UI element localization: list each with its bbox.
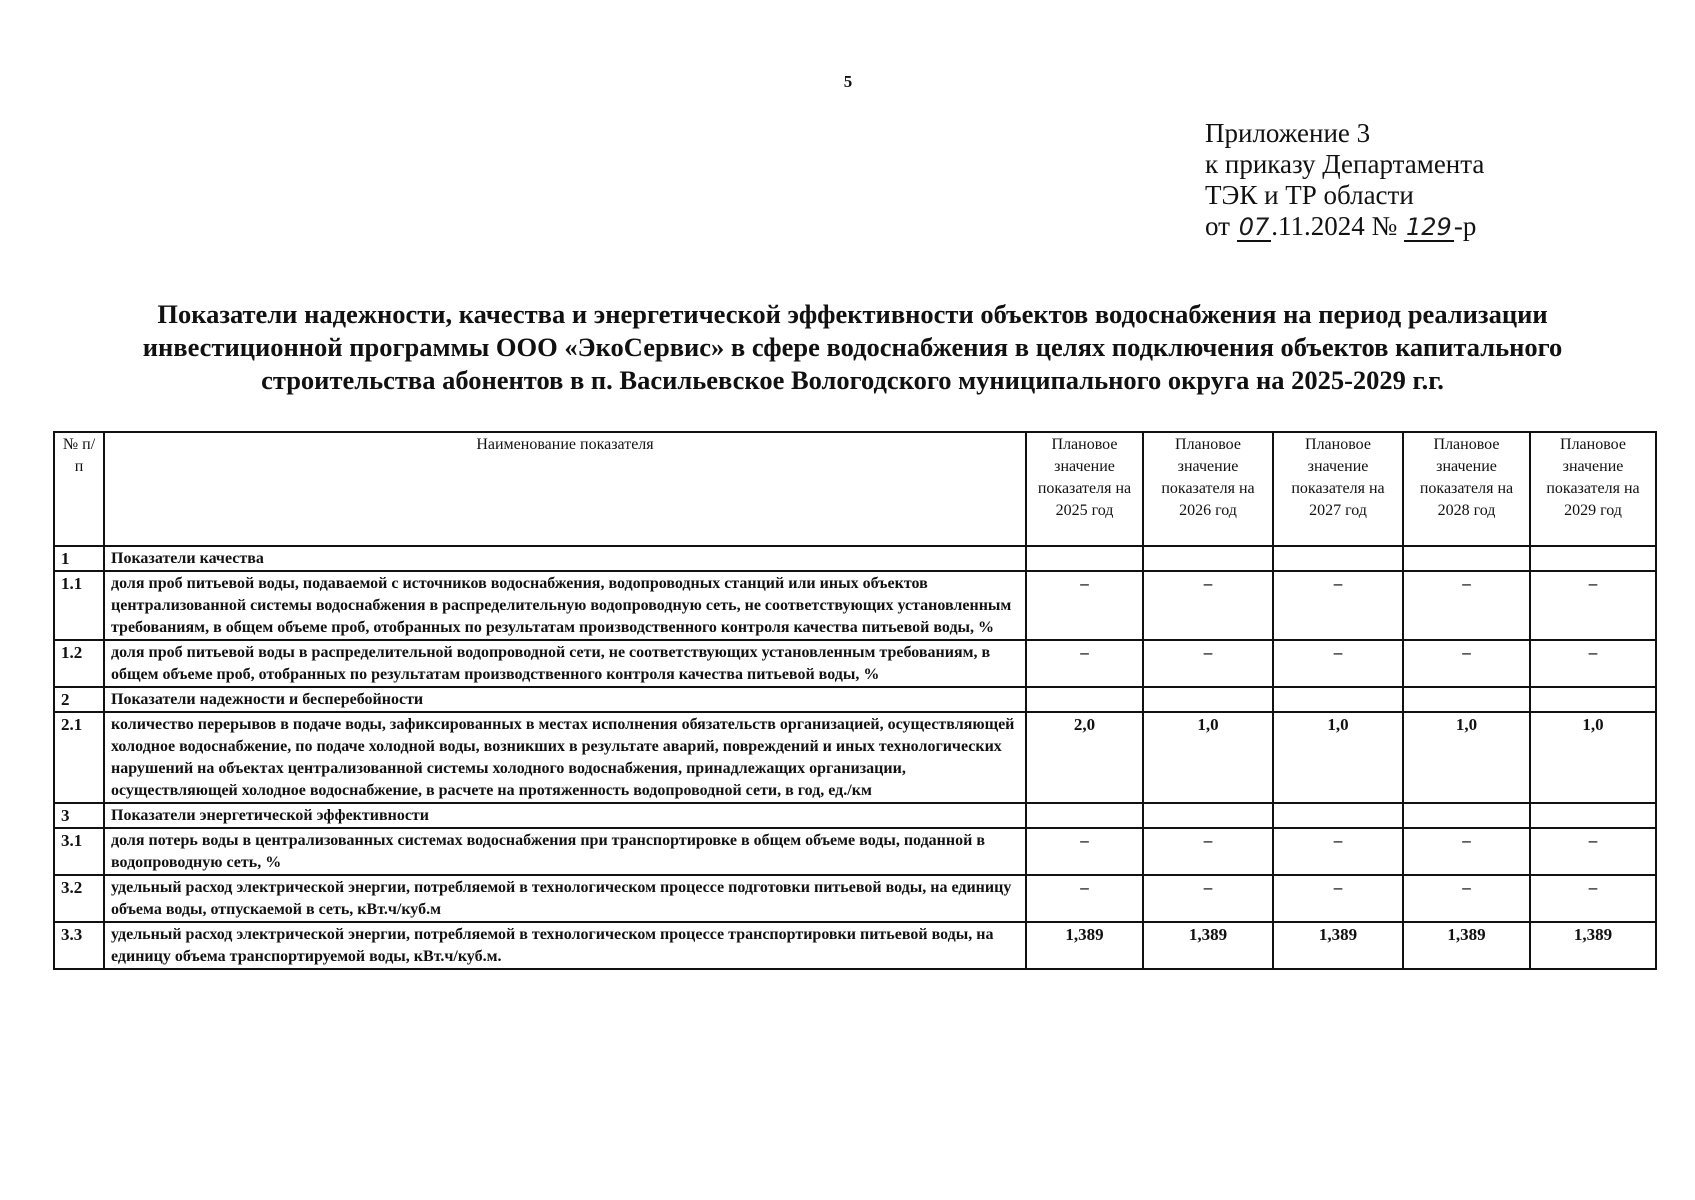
row-value: – bbox=[1403, 875, 1530, 922]
row-value: 1,0 bbox=[1403, 712, 1530, 803]
table-row bbox=[54, 640, 1656, 687]
row-value: – bbox=[1026, 640, 1143, 687]
row-value: – bbox=[1403, 828, 1530, 875]
row-value bbox=[1143, 803, 1273, 828]
handwritten-day: 07 bbox=[1238, 213, 1270, 241]
appendix-date-line bbox=[1205, 211, 1484, 242]
row-value: – bbox=[1273, 640, 1403, 687]
row-value: 1,389 bbox=[1026, 922, 1143, 969]
row-value: – bbox=[1403, 571, 1530, 640]
row-value: – bbox=[1143, 571, 1273, 640]
row-name: Показатели качества bbox=[104, 546, 1026, 571]
header-name: Наименование показателя bbox=[104, 432, 1026, 546]
row-name: доля проб питьевой воды, подаваемой с источников водоснабжения, водопроводных станций или иных объектов централизованной системы водоснабжения в распределительную водопроводную сеть, не соответствующих установленным требованиям, в общем объеме проб, отобранных по результатам производственного контроля качества питьевой воды, % bbox=[104, 571, 1026, 640]
row-value: 1,389 bbox=[1143, 922, 1273, 969]
row-name: доля проб питьевой воды в распределительной водопроводной сети, не соответствующих установленным требованиям, в общем объеме проб, отобранных по результатам производственного контроля качества питьевой воды, % bbox=[104, 640, 1026, 687]
row-value: – bbox=[1273, 571, 1403, 640]
row-num: 3 bbox=[54, 803, 104, 828]
row-num: 2.1 bbox=[54, 712, 104, 803]
header-plan-2026: Плановое значение показателя на 2026 год bbox=[1143, 432, 1273, 546]
row-num: 3.3 bbox=[54, 922, 104, 969]
row-value: – bbox=[1026, 571, 1143, 640]
row-name: Показатели надежности и бесперебойности bbox=[104, 687, 1026, 712]
row-value bbox=[1143, 546, 1273, 571]
row-value: – bbox=[1273, 828, 1403, 875]
row-num: 1.2 bbox=[54, 640, 104, 687]
row-name: доля потерь воды в централизованных системах водоснабжения при транспортировке в общем объеме воды, поданной в водопроводную сеть, % bbox=[104, 828, 1026, 875]
table-row bbox=[54, 687, 1656, 712]
table-header-row bbox=[54, 432, 1656, 546]
date-prefix: от bbox=[1205, 211, 1230, 241]
row-value: – bbox=[1143, 875, 1273, 922]
row-value: – bbox=[1026, 875, 1143, 922]
appendix-line-2: к приказу Департамента bbox=[1205, 149, 1485, 179]
appendix-block bbox=[1205, 118, 1484, 242]
row-num: 1 bbox=[54, 546, 104, 571]
order-suffix: -р bbox=[1453, 211, 1477, 241]
row-value bbox=[1273, 803, 1403, 828]
row-value: 1,389 bbox=[1403, 922, 1530, 969]
row-value: 1,0 bbox=[1273, 712, 1403, 803]
table-row bbox=[54, 571, 1656, 640]
row-value: – bbox=[1273, 875, 1403, 922]
row-value: – bbox=[1530, 571, 1656, 640]
row-value: – bbox=[1143, 640, 1273, 687]
row-name: удельный расход электрической энергии, потребляемой в технологическом процессе подготовки питьевой воды, на единицу объема воды, отпускаемой в сеть, кВт.ч/куб.м bbox=[104, 875, 1026, 922]
page-number: 5 bbox=[843, 72, 853, 91]
row-name: количество перерывов в подаче воды, зафиксированных в местах исполнения обязательств организацией, осуществляющей холодное водоснабжение, по подаче холодной воды, возникших в результате аварий, повреждений и иных технологических нарушений на объектах централизованной системы холодного водоснабжения, принадлежащих организации, осуществляющей холодное водоснабжение, в расчете на протяженность водопроводной сети, в год, ед./км bbox=[104, 712, 1026, 803]
header-plan-2029: Плановое значение показателя на 2029 год bbox=[1530, 432, 1656, 546]
indicators-table bbox=[53, 431, 1657, 970]
row-value: – bbox=[1530, 828, 1656, 875]
row-value: 2,0 bbox=[1026, 712, 1143, 803]
row-value bbox=[1026, 546, 1143, 571]
table-row bbox=[54, 546, 1656, 571]
row-value: 1,0 bbox=[1143, 712, 1273, 803]
header-num: № п/п bbox=[54, 432, 104, 546]
appendix-line-3: ТЭК и ТР области bbox=[1205, 180, 1414, 210]
row-value: – bbox=[1530, 640, 1656, 687]
handwritten-order-number: 129 bbox=[1406, 213, 1452, 241]
appendix-line-1: Приложение 3 bbox=[1205, 118, 1371, 148]
row-value: 1,389 bbox=[1530, 922, 1656, 969]
table-row bbox=[54, 712, 1656, 803]
row-value bbox=[1530, 687, 1656, 712]
header-plan-2027: Плановое значение показателя на 2027 год bbox=[1273, 432, 1403, 546]
row-num: 3.1 bbox=[54, 828, 104, 875]
row-value: 1,0 bbox=[1530, 712, 1656, 803]
row-num: 3.2 bbox=[54, 875, 104, 922]
table-row bbox=[54, 922, 1656, 969]
document-title: Показатели надежности, качества и энергетической эффективности объектов водоснабжения на период реализации инвестиционной программы ООО «ЭкоСервис» в сфере водоснабжения в целях подключения объектов капитального строительства абонентов в п. Васильевское Вологодского муниципального округа на 2025-2029 г.г. bbox=[142, 299, 1563, 395]
table-row bbox=[54, 803, 1656, 828]
row-value: 1,389 bbox=[1273, 922, 1403, 969]
row-value: – bbox=[1026, 828, 1143, 875]
row-value bbox=[1026, 687, 1143, 712]
date-rest: .11.2024 № bbox=[1271, 211, 1398, 241]
row-value: – bbox=[1143, 828, 1273, 875]
row-value bbox=[1530, 803, 1656, 828]
row-value bbox=[1273, 546, 1403, 571]
row-value bbox=[1403, 546, 1530, 571]
row-value bbox=[1026, 803, 1143, 828]
header-plan-2028: Плановое значение показателя на 2028 год bbox=[1403, 432, 1530, 546]
row-value: – bbox=[1403, 640, 1530, 687]
table-row bbox=[54, 828, 1656, 875]
row-value bbox=[1273, 687, 1403, 712]
row-value bbox=[1143, 687, 1273, 712]
header-plan-2025: Плановое значение показателя на 2025 год bbox=[1026, 432, 1143, 546]
row-num: 2 bbox=[54, 687, 104, 712]
row-value bbox=[1403, 687, 1530, 712]
row-value: – bbox=[1530, 875, 1656, 922]
row-name: удельный расход электрической энергии, потребляемой в технологическом процессе транспортировки питьевой воды, на единицу объема транспортируемой воды, кВт.ч/куб.м. bbox=[104, 922, 1026, 969]
row-name: Показатели энергетической эффективности bbox=[104, 803, 1026, 828]
row-num: 1.1 bbox=[54, 571, 104, 640]
row-value bbox=[1530, 546, 1656, 571]
row-value bbox=[1403, 803, 1530, 828]
table-row bbox=[54, 875, 1656, 922]
